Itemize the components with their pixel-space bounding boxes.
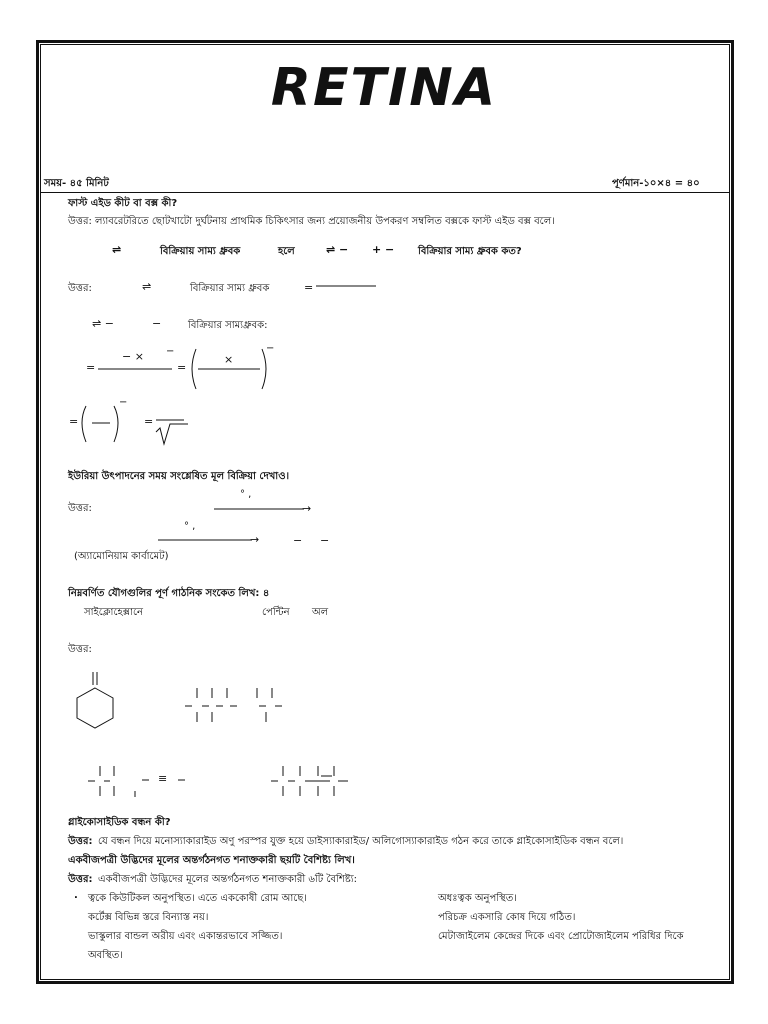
q5-answer: যে বন্ধন দিয়ে মনোস্যাকারাইড অণু পরস্পর যুক্ত হয়ে ডাইস্যাকারাইড/ অলিগোস্যাকারাইড গঠন করে তাকে গ্লাইকোসাইডিক বন্ধন বলে। [98,836,624,847]
q6-answer-label: উত্তর: [68,874,93,885]
q2-formula2-eq: = [69,415,79,428]
q1-answer: উত্তর: ল্যাবরেটরিতে ছোটখাটো দুর্ঘটনায় প্রাথমিক চিকিৎসার জন্য প্রয়োজনীয় উপকরণ সম্বলিত বক্সকে ফাস্ট এইড বক্স বলে। [68,216,555,227]
q2-formula2-sup: − [119,397,128,408]
q2-bracket-right-2 [114,406,118,442]
q4-structure-eq: ≡ [158,772,168,785]
pentene-structure [185,688,237,722]
q2-formula-inner: × [224,353,234,366]
q3-arrow-1: → [302,502,312,515]
q6-left-item-2: কর্টেক্স বিভিন্ন স্তরে বিন্যাস্ত নয়। [88,912,209,923]
q2-text-2: বিক্রিয়ার সাম্য ধ্রুবক কত? [418,246,522,257]
q2-line2-minus: − [152,317,162,330]
q3-arrow-2: → [250,533,260,546]
q2-formula-dash: − [166,346,175,357]
q5-question: গ্লাইকোসাইডিক বন্ধন কী? [68,817,171,828]
q2-formula-top: − × [122,350,144,363]
q2-formula-eq-2: = [177,361,187,374]
q6-left-item-3: ভাস্কুলার বান্ডল অরীয় এবং একান্তরভাবে সজ্জিত। [88,931,283,942]
q6-right-item-3: মেটাজাইলেম কেন্দ্রের দিকে এবং প্রোটোজাইলেম পরিধির দিকে [438,931,684,942]
q2-answer-eq: = [304,281,314,294]
q2-bracket-left [192,349,196,389]
q3-dash-1: − [293,534,303,547]
q2-formula-eq: = [86,361,96,374]
q1-question: ফাস্ট এইড কীট বা বক্স কী? [68,198,178,209]
q2-answer-text: বিক্রিয়ার সাম্য ধ্রুবক [190,283,270,294]
q2-answer-label: উত্তর: [68,283,92,294]
q2-answer-arrow: ⇌ [142,280,152,293]
q6-bullet: . [74,890,78,901]
q2-plus: + − [372,243,395,256]
q2-bracket-right [262,349,266,389]
q2-line2-text: বিক্রিয়ার সাম্যধ্রুবক: [188,320,268,331]
q5-answer-label: উত্তর: [68,836,93,847]
q4-compound-2: পেন্টিন [262,607,290,618]
q6-right-item-1: অধঃত্বক অনুপস্থিত। [438,893,517,904]
q4-compound-3: অল [312,607,329,618]
q2-hole: হলে [278,246,295,257]
q2-bracket-left-2 [82,406,86,442]
q3-condition-1: ° , [240,489,252,500]
q2-arrow-2: ⇌ − [326,243,349,256]
q6-left-item-1: ত্বকে কিউটিকল অনুপস্থিত। এতে এককোষী রোম আছে। [88,893,307,904]
q6-left-item-4: অবস্থিত। [88,950,123,961]
q4-compound-1: সাইক্লোহেক্সানে [84,607,143,618]
q4-question: নিম্নবর্ণিত যৌগগুলির পূর্ণ গাঠনিক সংকেত লিখ: ৪ [68,588,270,599]
q6-question: একবীজপত্রী উদ্ভিদের মূলের অন্তর্গঠনগত শনাক্তকারী ছয়টি বৈশিষ্ট্য লিখ। [68,855,355,866]
q6-right-item-2: পরিচক্র একসারি কোষ দিয়ে গঠিত। [438,912,576,923]
q2-line2-eq: ⇌ − [92,317,114,330]
q3-answer-label: উত্তর: [68,503,92,514]
q3-note: (অ্যামোনিয়াম কার্বামেট) [74,551,169,562]
marks-label: পূর্ণমান-১০×৪ = ৪০ [612,178,700,189]
q6-answer: একবীজপত্রী উদ্ভিদের মূলের অন্তর্গঠনগত শনাক্তকারী ৬টি বৈশিষ্ট্য: [98,874,358,885]
q4-answer-label: উত্তর: [68,644,92,655]
q2-text-1: বিক্রিয়ায় সাম্য ধ্রুবক [160,246,241,257]
q3-condition-2: ° , [184,521,196,532]
q3-dash-2: − [320,534,330,547]
alkyne-structure [88,766,185,797]
alcohol-structure [257,688,282,722]
q2-arrow-1: ⇌ [112,243,122,256]
time-label: সময়- ৪৫ মিনিট [44,178,109,189]
q3-question: ইউরিয়া উৎপাদনের সময় সংশ্লেষিত মূল বিক্রিয়া দেখাও। [68,471,290,482]
q2-formula-sup: − [266,343,275,354]
long-chain-structure [271,766,348,796]
cyclohexane-ring [77,688,113,728]
logo-retina: RETINA [270,58,498,118]
q2-formula2-eq-2: = [144,415,154,428]
q2-sqrt-sign [156,424,188,444]
